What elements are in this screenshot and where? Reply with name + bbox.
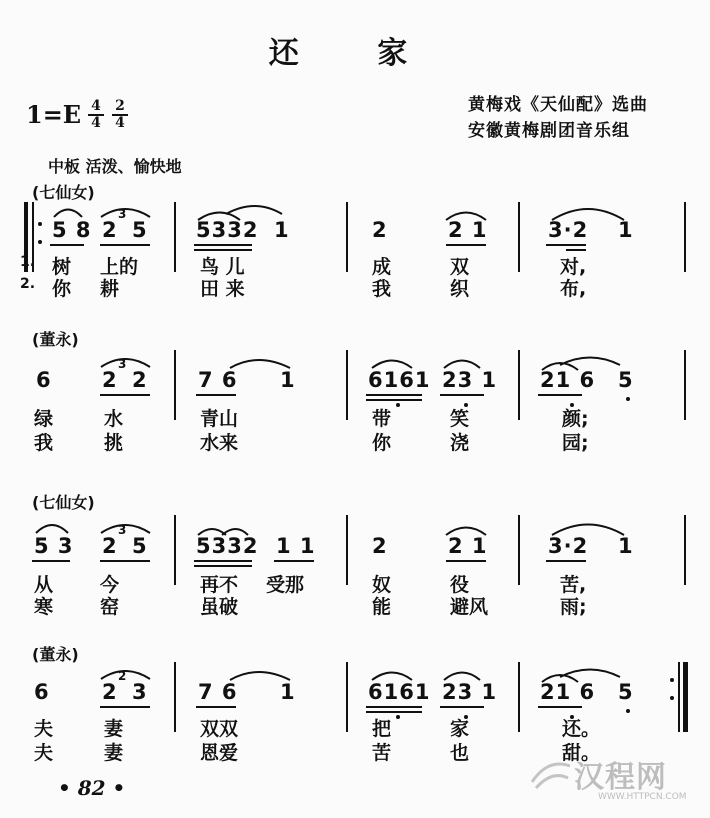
- lyric: 寒: [34, 596, 54, 618]
- role-label: (董永): [32, 645, 79, 664]
- lyric: 从: [34, 574, 54, 596]
- lyric: 今: [100, 574, 120, 596]
- barline: [346, 515, 348, 585]
- note: 2 1: [448, 534, 488, 558]
- note: 1: [280, 680, 296, 704]
- grace-note: 3: [118, 523, 127, 537]
- note: 6: [34, 680, 50, 704]
- underline: [194, 244, 252, 246]
- note: 6161: [368, 368, 431, 392]
- repeat-bar-thin: [678, 662, 680, 732]
- repeat-dot: [38, 222, 42, 226]
- underline: [194, 565, 252, 567]
- barline: [684, 515, 686, 585]
- lyric: 甜。: [562, 742, 601, 764]
- barline: [174, 515, 176, 585]
- lyric: 役: [450, 574, 470, 596]
- lyric: 双: [450, 256, 470, 278]
- lyric: 夫: [34, 718, 54, 740]
- lyric: 对,: [560, 256, 587, 278]
- note: 3·2: [548, 534, 589, 558]
- lyric: 耕: [100, 278, 120, 300]
- note: 23 1: [442, 368, 498, 392]
- lyric: 树: [52, 256, 72, 278]
- underline: [100, 560, 150, 562]
- role-label: (七仙女): [32, 493, 95, 512]
- note: 1 1: [276, 534, 316, 558]
- barline: [346, 662, 348, 732]
- note: 3: [132, 680, 148, 704]
- underline: [446, 244, 486, 246]
- note: 3·2: [548, 218, 589, 242]
- underline: [366, 399, 422, 401]
- lyric: 还。: [562, 718, 601, 740]
- note: 2: [102, 534, 118, 558]
- watermark-logo-icon: [528, 752, 574, 792]
- barline: [346, 350, 348, 420]
- note: 7 6: [198, 680, 238, 704]
- low-octave-dot: [626, 709, 630, 713]
- underline: [366, 394, 422, 396]
- note: 7 6: [198, 368, 238, 392]
- barline: [518, 662, 520, 732]
- repeat-dot: [38, 240, 42, 244]
- underline: [566, 249, 586, 251]
- note: 2: [102, 218, 118, 242]
- lyric: 妻: [104, 718, 124, 740]
- low-octave-dot: [626, 397, 630, 401]
- underline: [440, 394, 484, 396]
- repeat-bar-thick: [683, 662, 688, 732]
- lyric: 水: [104, 408, 124, 430]
- underline: [546, 244, 586, 246]
- underline: [194, 560, 252, 562]
- underline: [194, 249, 252, 251]
- low-octave-dot: [396, 715, 400, 719]
- tempo-marking: 中板 活泼、愉快地: [48, 157, 182, 176]
- underline: [196, 706, 236, 708]
- note: 1: [618, 534, 634, 558]
- repeat-dot: [670, 696, 674, 700]
- note: 2: [372, 218, 388, 242]
- slur: [36, 525, 68, 533]
- note: 5: [132, 534, 148, 558]
- barline: [518, 515, 520, 585]
- time-sig-numerator: 2: [115, 98, 125, 114]
- note: 1: [280, 368, 296, 392]
- note: 21 6: [540, 368, 596, 392]
- underline: [100, 244, 150, 246]
- lyric: 挑: [104, 432, 124, 454]
- underline: [100, 394, 150, 396]
- lyric: 也: [450, 742, 470, 764]
- lyric: 颜;: [562, 408, 589, 430]
- key-signature: 1=E: [26, 100, 82, 129]
- role-label: (董永): [32, 330, 79, 349]
- credit-arranger: 安徽黄梅剧团音乐组: [468, 121, 630, 141]
- barline: [684, 350, 686, 420]
- lyric: 带: [372, 408, 392, 430]
- slur: [372, 361, 412, 369]
- watermark-text: 汉程网: [574, 760, 667, 795]
- underline: [538, 394, 582, 396]
- note: 6161: [368, 680, 431, 704]
- lyric: 受那: [266, 574, 305, 596]
- note: 5: [618, 368, 634, 392]
- lyric: 苦: [372, 742, 392, 764]
- lyric: 苦,: [560, 574, 587, 596]
- lyric: 避风: [450, 596, 489, 618]
- lyric: 我: [34, 432, 54, 454]
- note: 23 1: [442, 680, 498, 704]
- slur: [54, 210, 82, 218]
- note: 21 6: [540, 680, 596, 704]
- verse-number: 1.: [20, 254, 36, 270]
- lyric: 把: [372, 718, 392, 740]
- slur: [372, 673, 412, 681]
- lyric: 园;: [562, 432, 589, 454]
- time-sig-denominator: 4: [88, 114, 104, 131]
- lyric: 虽破: [200, 596, 239, 618]
- note: 2: [102, 368, 118, 392]
- barline: [684, 202, 686, 272]
- lyric: 你: [52, 278, 72, 300]
- lyric: 双双: [200, 718, 239, 740]
- lyric: 家: [450, 718, 470, 740]
- lyric: 上的: [100, 256, 139, 278]
- lyric: 成: [372, 256, 392, 278]
- underline: [440, 706, 484, 708]
- lyric: 绿: [34, 408, 54, 430]
- lyric: 能: [372, 596, 392, 618]
- underline: [274, 560, 314, 562]
- slur: [230, 672, 290, 680]
- lyric: 布,: [560, 278, 587, 300]
- note: 5332: [196, 534, 259, 558]
- page-number: • 82 •: [58, 776, 126, 800]
- underline: [196, 394, 236, 396]
- lyric: 夫: [34, 742, 54, 764]
- lyric: 恩爱: [200, 742, 239, 764]
- credit-source: 黄梅戏《天仙配》选曲: [468, 95, 648, 115]
- underline: [32, 560, 70, 562]
- note: 2 1: [448, 218, 488, 242]
- lyric: 笑: [450, 408, 470, 430]
- lyric: 你: [372, 432, 392, 454]
- verse-number: 2.: [20, 276, 36, 292]
- lyric: 雨;: [560, 596, 587, 618]
- underline: [50, 244, 84, 246]
- slur: [444, 673, 480, 681]
- slur: [230, 360, 290, 368]
- lyric: 鸟 儿: [200, 256, 245, 278]
- page-title: 还 家: [268, 36, 442, 71]
- barline: [174, 202, 176, 272]
- slur: [226, 206, 282, 214]
- lyric: 妻: [104, 742, 124, 764]
- lyric: 浇: [450, 432, 470, 454]
- watermark-url: WWW.HTTPCN.COM: [598, 792, 687, 802]
- lyric: 奴: [372, 574, 392, 596]
- role-label: (七仙女): [32, 183, 95, 202]
- lyric: 再不: [200, 574, 239, 596]
- repeat-dot: [670, 678, 674, 682]
- lyric: 织: [450, 278, 470, 300]
- barline: [518, 202, 520, 272]
- grace-note: 3: [118, 357, 127, 371]
- note: 5: [132, 218, 148, 242]
- lyric: 田 来: [200, 278, 245, 300]
- low-octave-dot: [396, 403, 400, 407]
- underline: [100, 706, 150, 708]
- note: 2: [102, 680, 118, 704]
- note: 1: [274, 218, 290, 242]
- barline: [518, 350, 520, 420]
- note: 1: [618, 218, 634, 242]
- underline: [546, 560, 586, 562]
- grace-note: 3: [118, 207, 127, 221]
- underline: [366, 711, 422, 713]
- underline: [366, 706, 422, 708]
- lyric: 窑: [100, 596, 120, 618]
- underline: [446, 560, 486, 562]
- time-sig-numerator: 4: [91, 98, 101, 114]
- grace-note: 2: [118, 669, 127, 683]
- note: 6: [36, 368, 52, 392]
- slur: [444, 361, 480, 369]
- note: 5: [618, 680, 634, 704]
- note: 5332: [196, 218, 259, 242]
- lyric: 青山: [200, 408, 239, 430]
- note: 2: [132, 368, 148, 392]
- lyric: 水来: [200, 432, 239, 454]
- barline: [346, 202, 348, 272]
- note: 5 8: [52, 218, 92, 242]
- note: 5 3: [34, 534, 74, 558]
- note: 2: [372, 534, 388, 558]
- underline: [538, 706, 582, 708]
- barline: [174, 350, 176, 420]
- time-sig-denominator: 4: [112, 114, 128, 131]
- barline: [174, 662, 176, 732]
- lyric: 我: [372, 278, 392, 300]
